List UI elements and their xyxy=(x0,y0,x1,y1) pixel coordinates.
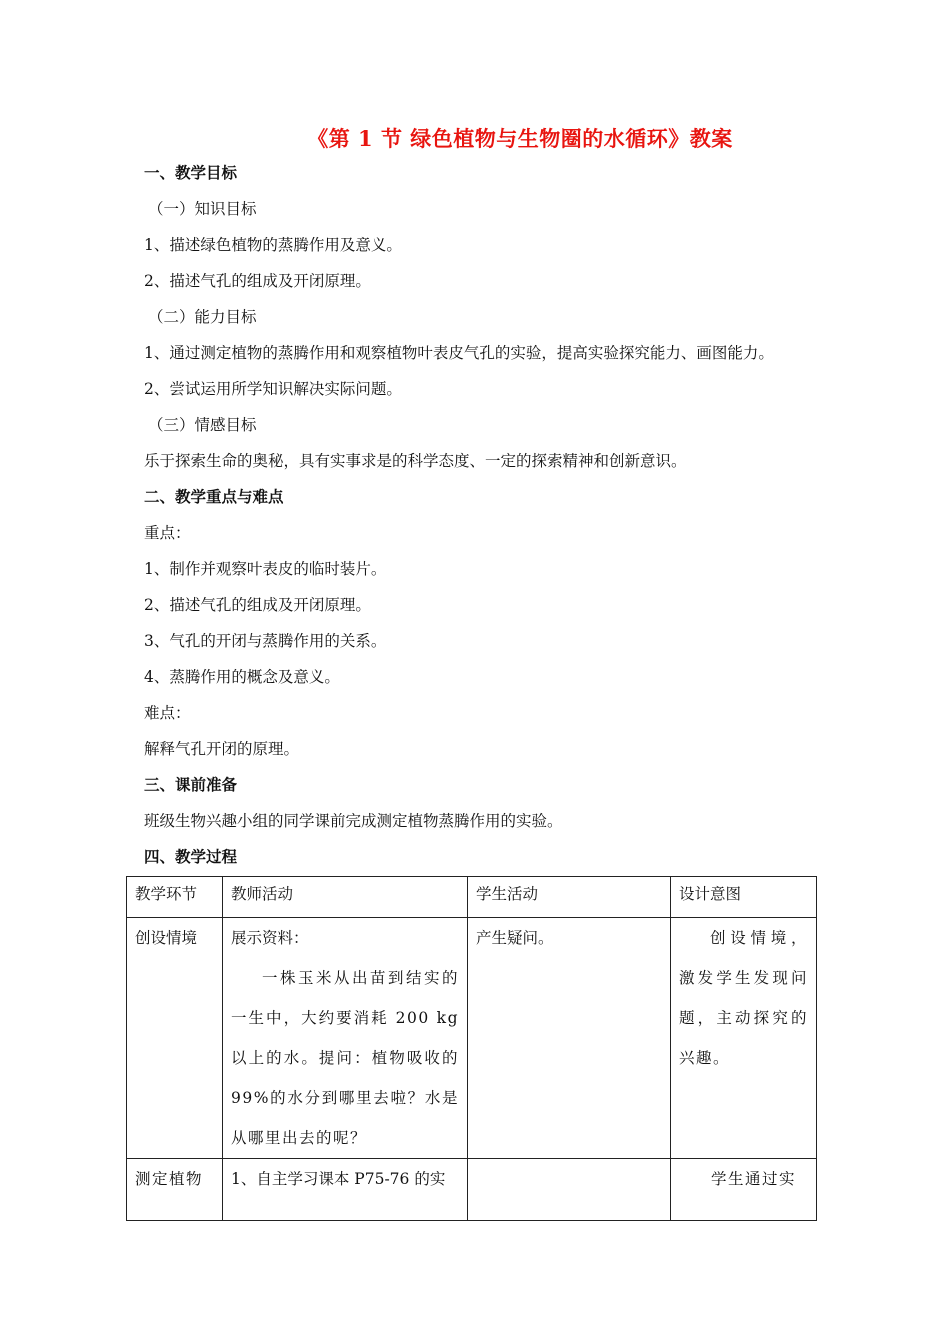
list-item: 3、气孔的开闭与蒸腾作用的关系。 xyxy=(144,632,387,650)
list-item: 1、描述绿色植物的蒸腾作用及意义。 xyxy=(144,236,402,254)
cell-intent: 学生通过实 xyxy=(671,1159,817,1221)
cell-intent: 创设情境，激发学生发现问题，主动探究的兴趣。 xyxy=(671,918,817,1159)
label-difficulties: 难点： xyxy=(144,704,191,722)
list-item: 2、描述气孔的组成及开闭原理。 xyxy=(144,596,371,614)
page-title: 《第 1 节 绿色植物与生物圈的水循环》教案 xyxy=(307,126,733,151)
table-header-row xyxy=(127,877,817,918)
teacher-body: 一株玉米从出苗到结实的一生中，大约要消耗 200 kg 以上的水。提问：植物吸收的 99%的水分到哪里去啦？水是从哪里出去的呢？ xyxy=(231,969,459,1147)
list-item: 1、制作并观察叶表皮的临时装片。 xyxy=(144,560,387,578)
cell-student: 产生疑问。 xyxy=(468,918,671,1159)
teacher-lead: 展示资料： xyxy=(231,929,309,947)
cell-stage: 测定植物 xyxy=(127,1159,223,1221)
subheading-ability: （二）能力目标 xyxy=(148,308,257,326)
cell-teacher: 1、自主学习课本 P75-76 的实 xyxy=(223,1159,468,1221)
list-item: 解释气孔开闭的原理。 xyxy=(144,740,300,758)
list-item: 2、尝试运用所学知识解决实际问题。 xyxy=(144,380,402,398)
header-intent: 设计意图 xyxy=(671,877,817,918)
section-heading-objectives: 一、教学目标 xyxy=(144,164,238,182)
subheading-emotion: （三）情感目标 xyxy=(148,416,257,434)
table-row xyxy=(127,918,817,1159)
list-item: 班级生物兴趣小组的同学课前完成测定植物蒸腾作用的实验。 xyxy=(144,812,563,830)
section-heading-preparation: 三、课前准备 xyxy=(144,776,238,794)
section-heading-key-points: 二、教学重点与难点 xyxy=(144,488,284,506)
header-student: 学生活动 xyxy=(468,877,671,918)
table-row xyxy=(127,1159,817,1221)
section-heading-process: 四、教学过程 xyxy=(144,848,238,866)
cell-teacher xyxy=(223,918,468,1159)
subheading-knowledge: （一）知识目标 xyxy=(148,200,257,218)
list-item: 4、蒸腾作用的概念及意义。 xyxy=(144,668,340,686)
list-item: 2、描述气孔的组成及开闭原理。 xyxy=(144,272,371,290)
header-stage: 教学环节 xyxy=(127,877,223,918)
teaching-process-table xyxy=(126,876,817,1221)
cell-stage: 创设情境 xyxy=(127,918,223,1159)
list-item: 乐于探索生命的奥秘，具有实事求是的科学态度、一定的探索精神和创新意识。 xyxy=(144,452,687,470)
cell-student xyxy=(468,1159,671,1221)
label-key-points: 重点： xyxy=(144,524,191,542)
list-item: 1、通过测定植物的蒸腾作用和观察植物叶表皮气孔的实验，提高实验探究能力、画图能力。 xyxy=(144,344,774,362)
header-teacher: 教师活动 xyxy=(223,877,468,918)
